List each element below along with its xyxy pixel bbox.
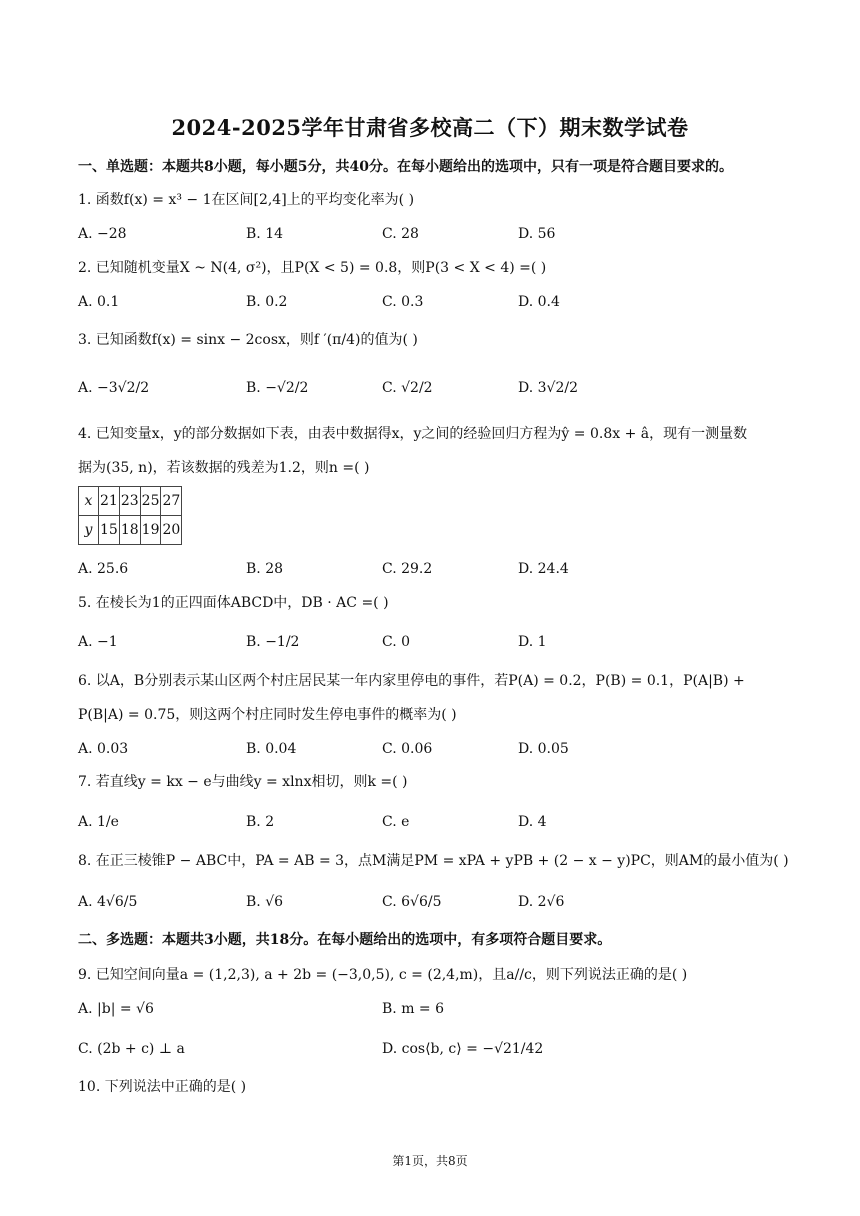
q5-option-c: C. 0 <box>382 634 411 650</box>
q7-option-a: A. 1/e <box>78 814 119 830</box>
q7-option-b: B. 2 <box>246 814 275 830</box>
table-cell: y <box>79 516 99 545</box>
question-6-stem-line-2: P(B|A) = 0.75，则这两个村庄同时发生停电事件的概率为( ) <box>78 707 457 723</box>
q6-option-c: C. 0.06 <box>382 741 433 757</box>
table-cell: 25 <box>140 487 161 516</box>
q5-option-a: A. −1 <box>78 634 118 650</box>
question-7-stem: 7. 若直线y = kx − e与曲线y = xlnx相切，则k =( ) <box>78 774 408 790</box>
q8-option-c: C. 6√6/5 <box>382 894 442 910</box>
q3-option-b: B. −√2/2 <box>246 380 309 396</box>
question-3-stem: 3. 已知函数f(x) = sinx − 2cosx，则f ′(π/4)的值为( ) <box>78 332 418 348</box>
question-4-stem-line-2: 据为(35, n)，若该数据的残差为1.2，则n =( ) <box>78 460 370 476</box>
page-title: 2024-2025学年甘肃省多校高二（下）期末数学试卷 <box>171 115 689 140</box>
q3-option-a: A. −3√2/2 <box>78 380 150 396</box>
question-6-stem-line-1: 6. 以A，B分别表示某山区两个村庄居民某一年内家里停电的事件，若P(A) = 0.2，P(B) = 0.1，P(A|B) + <box>78 673 745 689</box>
table-cell: 23 <box>119 487 140 516</box>
q2-option-d: D. 0.4 <box>518 294 560 310</box>
q1-option-a: A. −28 <box>78 226 127 242</box>
q6-option-d: D. 0.05 <box>518 741 569 757</box>
table-row-y <box>79 516 182 545</box>
q7-option-d: D. 4 <box>518 814 547 830</box>
q8-option-b: B. √6 <box>246 894 284 910</box>
table-cell: 21 <box>99 487 120 516</box>
q1-option-d: D. 56 <box>518 226 556 242</box>
table-cell: 27 <box>161 487 182 516</box>
q5-option-d: D. 1 <box>518 634 547 650</box>
table-cell: 15 <box>99 516 120 545</box>
q9-option-b: B. m = 6 <box>382 1001 445 1017</box>
q6-option-a: A. 0.03 <box>78 741 129 757</box>
q9-option-d: D. cos⟨b, c⟩ = −√21/42 <box>382 1041 544 1057</box>
question-10-stem: 10. 下列说法中正确的是( ) <box>78 1079 247 1095</box>
question-8-stem: 8. 在正三棱锥P − ABC中，PA = AB = 3，点M满足PM = xPA + yPB + (2 − x − y)PC，则AM的最小值为( ) <box>78 853 789 869</box>
table-cell: 20 <box>161 516 182 545</box>
question-2-stem: 2. 已知随机变量X ~ N(4, σ²)，且P(X < 5) = 0.8，则P(3 < X < 4) =( ) <box>78 260 547 276</box>
q4-option-b: B. 28 <box>246 561 284 577</box>
section-single-choice-heading: 一、单选题：本题共8小题，每小题5分，共40分。在每小题给出的选项中，只有一项是符合题目要求的。 <box>78 159 733 175</box>
page-footer: 第1页，共8页 <box>392 1154 468 1168</box>
q2-option-a: A. 0.1 <box>78 294 120 310</box>
q5-option-b: B. −1/2 <box>246 634 300 650</box>
table-row-x <box>79 487 182 516</box>
q6-option-b: B. 0.04 <box>246 741 297 757</box>
q3-option-d: D. 3√2/2 <box>518 380 578 396</box>
q4-data-table <box>78 486 182 545</box>
q2-option-c: C. 0.3 <box>382 294 424 310</box>
q3-option-c: C. √2/2 <box>382 380 433 396</box>
section-multi-choice-heading: 二、多选题：本题共3小题，共18分。在每小题给出的选项中，有多项符合题目要求。 <box>78 932 612 948</box>
q4-option-c: C. 29.2 <box>382 561 433 577</box>
table-cell: 19 <box>140 516 161 545</box>
q9-option-c: C. (2b + c) ⊥ a <box>78 1041 185 1057</box>
q7-option-c: C. e <box>382 814 410 830</box>
q9-option-a: A. |b| = √6 <box>78 1001 154 1017</box>
q2-option-b: B. 0.2 <box>246 294 288 310</box>
table-cell: 18 <box>119 516 140 545</box>
question-9-stem: 9. 已知空间向量a = (1,2,3), a + 2b = (−3,0,5), c = (2,4,m)，且a//c，则下列说法正确的是( ) <box>78 967 688 983</box>
q4-option-a: A. 25.6 <box>78 561 129 577</box>
question-5-stem: 5. 在棱长为1的正四面体ABCD中，DB · AC =( ) <box>78 595 389 611</box>
table-cell: x <box>79 487 99 516</box>
q1-option-b: B. 14 <box>246 226 284 242</box>
q8-option-a: A. 4√6/5 <box>78 894 138 910</box>
q4-option-d: D. 24.4 <box>518 561 569 577</box>
q1-option-c: C. 28 <box>382 226 419 242</box>
question-4-stem-line-1: 4. 已知变量x，y的部分数据如下表，由表中数据得x，y之间的经验回归方程为ŷ = 0.8x + â，现有一测量数 <box>78 426 748 442</box>
question-1-stem: 1. 函数f(x) = x³ − 1在区间[2,4]上的平均变化率为( ) <box>78 192 415 208</box>
q8-option-d: D. 2√6 <box>518 894 565 910</box>
